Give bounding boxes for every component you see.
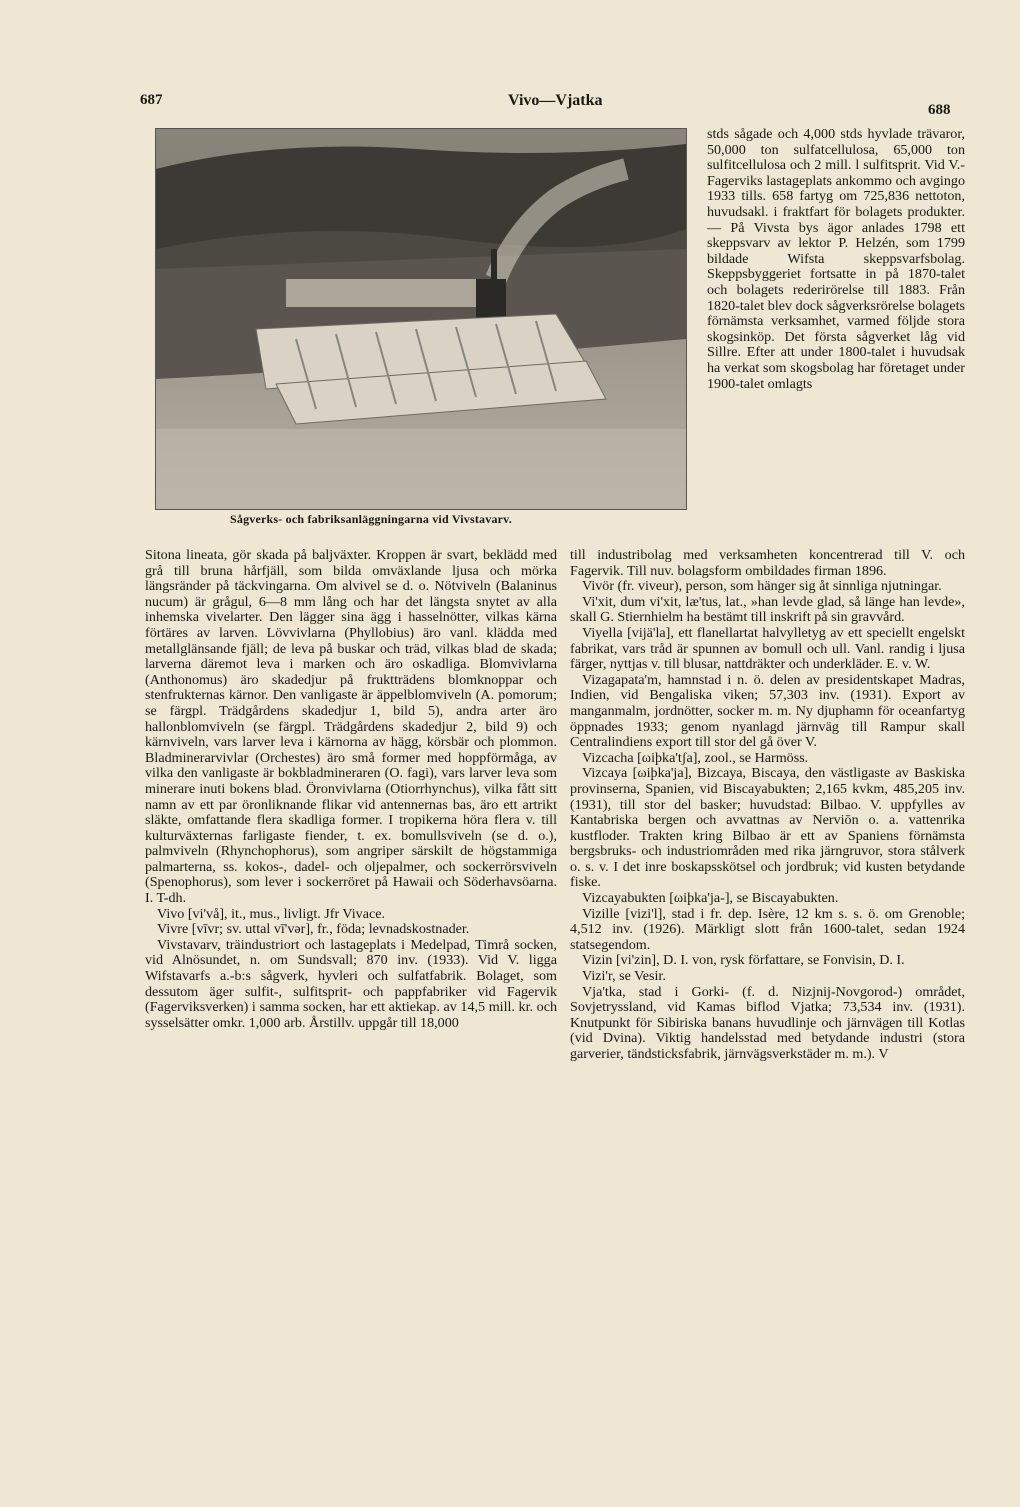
right-column bbox=[570, 548, 965, 1063]
top-right-column bbox=[707, 127, 965, 392]
entry-vizcaya: Vizcaya [ωiþka'ja], Bizcaya, Biscaya, den västligaste av Baskiska provinserna, Spanien, vid Biscayabukten; 2,165 kvkm, 485,205 inv. (1931), till stor del basker; huvudstad: Bilbao. V. uppfylles av Kantabriska bergen och avvattnas av Nerviōn o. a. vattenrika kustfloder. Trakten kring Bilbao är ett av Spaniens förnämsta bergsbruks- och industriområden med rika järngruvor, stora stålverk o. s. v. I det inre boskapsskötsel och jordbruk; vid kusten betydande fiske. bbox=[570, 765, 965, 891]
entry-vivor: Vivör (fr. viveur), person, som hänger sig åt sinnliga njutningar. bbox=[582, 578, 942, 595]
entry-vixit: Vi'xit, dum vi'xit, læ'tus, lat., »han levde glad, så länge han levde», skall G. Stiernhielm ha bestämt till inskrift på sin gravvård. bbox=[570, 593, 965, 626]
entry-vivstavarv: Vivstavarv, träindustriort och lastageplats i Medelpad, Timrå socken, vid Alnösundet, n. om Sundsvall; 870 inv. (1933). Vid V. ligga Wifstavarfs a.-b:s sågverk, hyvleri och sulfatfabrik. Bolaget, som dessutom äger sulfit-, sulfitsprit- och pappfabriker vid Fagervik (Fagerviksverken) i samma socken, har ett aktiekap. av 14,5 mill. kr. och sysselsätter omkr. 1,000 arb. Årstillv. uppgår till 18,000 bbox=[145, 936, 557, 1031]
entry-vizin: Vizin [vi'zin], D. I. von, rysk författare, se Fonvisin, D. I. bbox=[582, 952, 905, 969]
entry-vizille: Vizille [vizi'l], stad i fr. dep. Isère, 12 km s. s. ö. om Grenoble; 4,512 inv. (1926). Märkligt slott från 1600-talet, sedan 1924 statsegendom. bbox=[570, 905, 965, 953]
figure-caption: Sågverks- och fabriksanläggningarna vid Vivstavarv. bbox=[230, 512, 512, 526]
entry-vizagapatam: Vizagapata'm, hamnstad i n. ö. delen av presidentskapet Madras, Indien, vid Bengaliska viken; 57,303 inv. (1931). Export av manganmalm, jordnötter, socker m. m. Ny djuphamn för oceanfartyg öppnades 1933; genom nyanlagd järnväg till Rampur skall Centralindiens export till stor del gå över V. bbox=[570, 671, 965, 751]
sawmill-photograph bbox=[155, 128, 687, 510]
entry-vizcayabukten: Vizcayabukten [ωiþka'ja-], se Biscayabukten. bbox=[582, 890, 839, 907]
page-number-left: 687 bbox=[140, 92, 163, 108]
entry-vivo: Vivo [vi'vå], it., mus., livligt. Jfr Vivace. bbox=[157, 905, 386, 922]
entry-vizcacha: Vizcacha [ωiþka'tʃa], zool., se Harmöss. bbox=[582, 749, 809, 766]
running-title: Vivo—Vjatka bbox=[508, 92, 603, 109]
paragraph: stds sågade och 4,000 stds hyvlade trävaror, 50,000 ton sulfatcellulosa, 65,000 ton sulfitcellulosa och 2 mill. l sulfitsprit. Vid V.-Fagerviks lastageplats ankommo och avgingo 1933 tills. 658 fartyg om 725,836 nettoton, huvudsakl. i fraktfart för bolagets produkter. — På Vivsta bys ägor anlades 1798 ett skeppsvarv av lektor P. Helzén, som 1799 bildade Wifsta skeppsvarfsbolag. Skeppsbyggeriet fortsatte in på 1870-talet och bolagets rederirörelse till 1883. Från 1820-talet blev dock sågverksrörelse bolagets förnämsta verksamhet, varmed följde stora skogsinköp. Det första sågverket låg vid Sillre. Efter att under 1800-talet i huvudsak ha verkat som skogsbolag har företaget under 1900-talet omlagts bbox=[707, 126, 965, 392]
entry-vivre: Vivre [vīvr; sv. uttal vī'vər], fr., föda; levnadskostnader. bbox=[157, 921, 470, 938]
entry-viyella: Viyella [vijä'la], ett flanellartat halvylletyg av ett speciellt engelskt fabrikat, vars tråd är spunnen av bomull och ull. Vanl. randig i ljusa färger, nyttjas v. till blusar, nattdräkter och underkläder. E. v. W. bbox=[570, 624, 965, 673]
left-column bbox=[145, 548, 557, 1031]
paragraph: till industribolag med verksamheten koncentrerad till V. och Fagervik. Till nuv. bolagsform ombildades firman 1896. bbox=[570, 547, 965, 579]
paragraph: Sitona lineata, gör skada på baljväxter. Kroppen är svart, beklädd med grå till bruna hårfjäll, som bilda omväxlande ljusa och mörka längsränder på täckvingarna. Om alvivel se d. o. Nötviveln (Balaninus nucum) är grågul, 6—8 mm lång och har det längsta snytet av alla inhemska vivelarter. Den lägger sina ägg i hasselnötter, vilkas kärna förtäres av larven. Lövvivlarna (Phyllobius) äro vanl. klädda med metallglänsande fjäll; de leva på buskar och träd, vilkas blad de skada; larverna däremot leva i marken och äro oskadliga. Blomvivlarna (Anthonomus) äro skadedjur på fruktträdens blomknoppar och stenfrukternas kärnor. Den vanligaste är äppelblomviveln (A. pomorum; se färgpl. Trädgårdens skadedjur 1, bild 5), andra arter äro hallonblomviveln (se färgpl. Trädgårdens skadedjur 2, bild 9) och kärnviveln, vars larver leva i kärnorna av hägg, körsbär och plommon. Bladminerarvivlar (Orchestes) äro små former med hoppförmåga, av vilka den vanligaste är bokbladmineraren (O. fagi), vars larver leva som minerare inuti bokens blad. Öronvivlarna (Otiorrhynchus), vilka fått sitt namn av ett par öronliknande flikar vid antennernas bas, äro ett artrikt släkte, omfattande flera skadliga former. I tropikerna höra flera v. till kulturväxternas farligaste fiender, t. ex. bomullsviveln (se d. o.), palmviveln (Rhynchophorus), som angriper särskilt de högstammiga palmarterna, ss. kokos-, dadel- och oljepalmer, och sockerrörsviveln (Spenophorus), som lever i sockerröret på Hawaii och Söderhavsöarna. I. T-dh. bbox=[145, 547, 557, 907]
page-number-right: 688 bbox=[928, 102, 951, 118]
entry-vjatka: Vja'tka, stad i Gorki- (f. d. Nizjnij-Novgorod-) området, Sovjetryssland, vid Kamas biflod Vjatka; 73,534 inv. (1931). Knutpunkt för Sibiriska banans huvudlinje och järnvägen till Kotlas (vid Dvina). Viktig handelsstad med betydande industri (stora garverier, tändsticksfabrik, järnvägsverkstäder m. m.). V bbox=[570, 983, 965, 1062]
entry-vizir: Vizi'r, se Vesir. bbox=[582, 968, 666, 985]
